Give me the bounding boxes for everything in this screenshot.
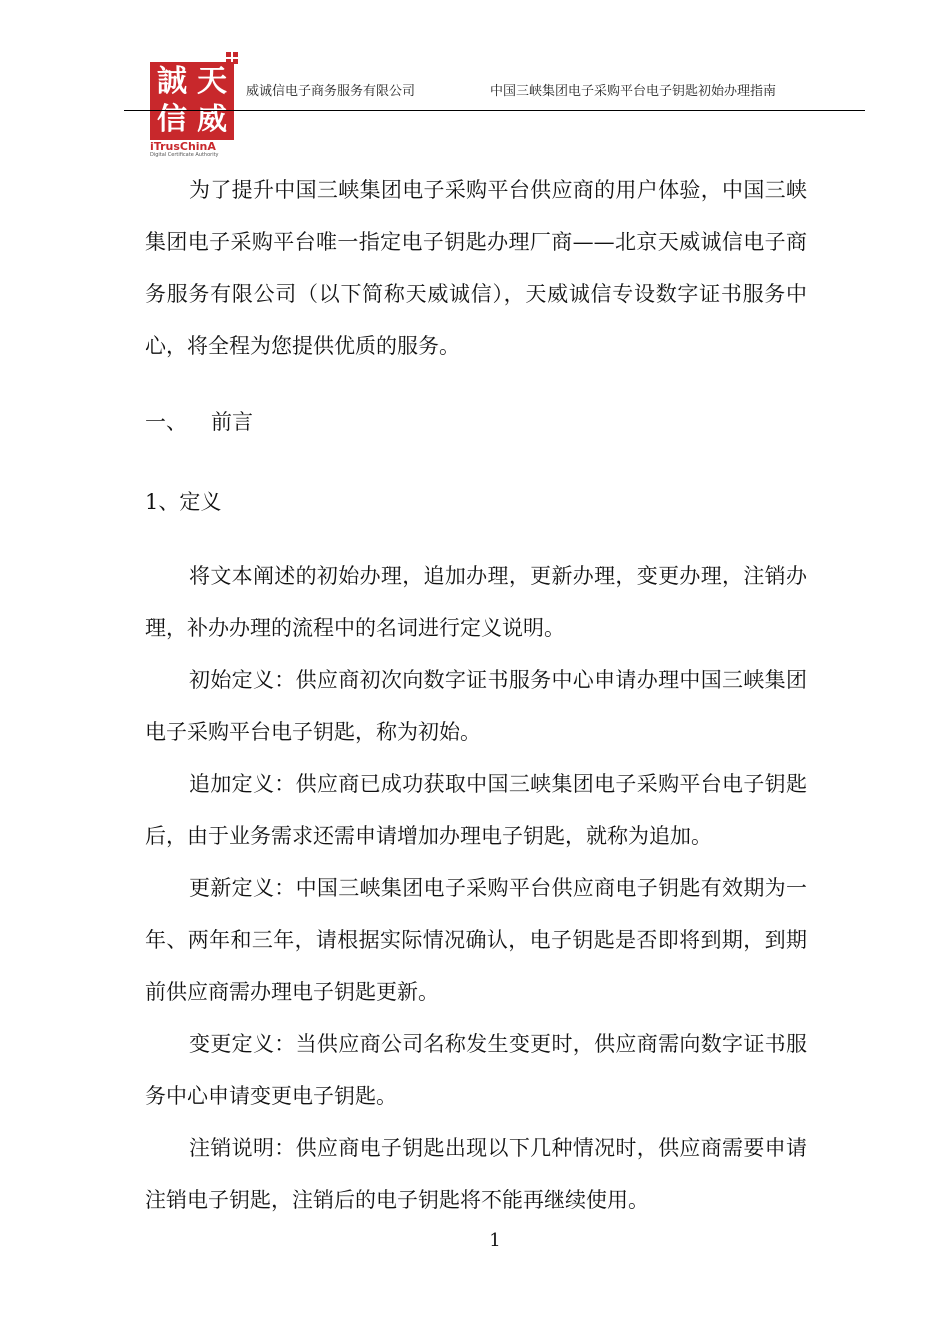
logo-char: 誠 bbox=[157, 64, 187, 99]
header-company-name: 威诚信电子商务服务有限公司 bbox=[246, 84, 416, 99]
subsection-heading: 1、定义 bbox=[145, 490, 222, 514]
page-number: 1 bbox=[489, 1230, 501, 1251]
company-logo bbox=[150, 52, 240, 156]
section-heading bbox=[145, 402, 253, 442]
logo-char: 天 bbox=[197, 64, 227, 99]
change-definition-paragraph: 变更定义：当供应商公司名称发生变更时，供应商需向数字证书服务中心申请变更电子钥匙。 bbox=[145, 1032, 807, 1108]
cancel-description-paragraph: 注销说明：供应商电子钥匙出现以下几种情况时，供应商需要申请注销电子钥匙，注销后的电子钥匙将不能再继续使用。 bbox=[145, 1136, 807, 1212]
add-definition-paragraph: 追加定义：供应商已成功获取中国三峡集团电子采购平台电子钥匙后，由于业务需求还需申请增加办理电子钥匙，就称为追加。 bbox=[145, 772, 807, 848]
logo-char: 威 bbox=[197, 102, 227, 137]
logo-char: 信 bbox=[157, 102, 187, 137]
section-title: 前言 bbox=[211, 410, 253, 434]
header-divider bbox=[124, 110, 865, 111]
logo-subtitle: Digital Certificate Authority bbox=[150, 152, 219, 158]
initial-definition-paragraph: 初始定义：供应商初次向数字证书服务中心申请办理中国三峡集团电子采购平台电子钥匙，称为初始。 bbox=[145, 668, 807, 744]
header-document-title: 中国三峡集团电子采购平台电子钥匙初始办理指南 bbox=[490, 84, 777, 99]
logo-red-block bbox=[150, 62, 234, 140]
definitions-intro-paragraph: 将文本阐述的初始办理，追加办理，更新办理，变更办理，注销办理，补办办理的流程中的名词进行定义说明。 bbox=[145, 564, 807, 640]
update-definition-paragraph: 更新定义：中国三峡集团电子采购平台供应商电子钥匙有效期为一年、两年和三年，请根据实际情况确认，电子钥匙是否即将到期，到期前供应商需办理电子钥匙更新。 bbox=[145, 876, 807, 1004]
section-number: 一、 bbox=[145, 410, 187, 434]
logo-brand-text: iTrusChinA bbox=[150, 140, 216, 153]
intro-paragraph: 为了提升中国三峡集团电子采购平台供应商的用户体验，中国三峡集团电子采购平台唯一指定电子钥匙办理厂商——北京天威诚信电子商务服务有限公司（以下简称天威诚信），天威诚信专设数字证书服务中心，将全程为您提供优质的服务。 bbox=[145, 178, 807, 358]
